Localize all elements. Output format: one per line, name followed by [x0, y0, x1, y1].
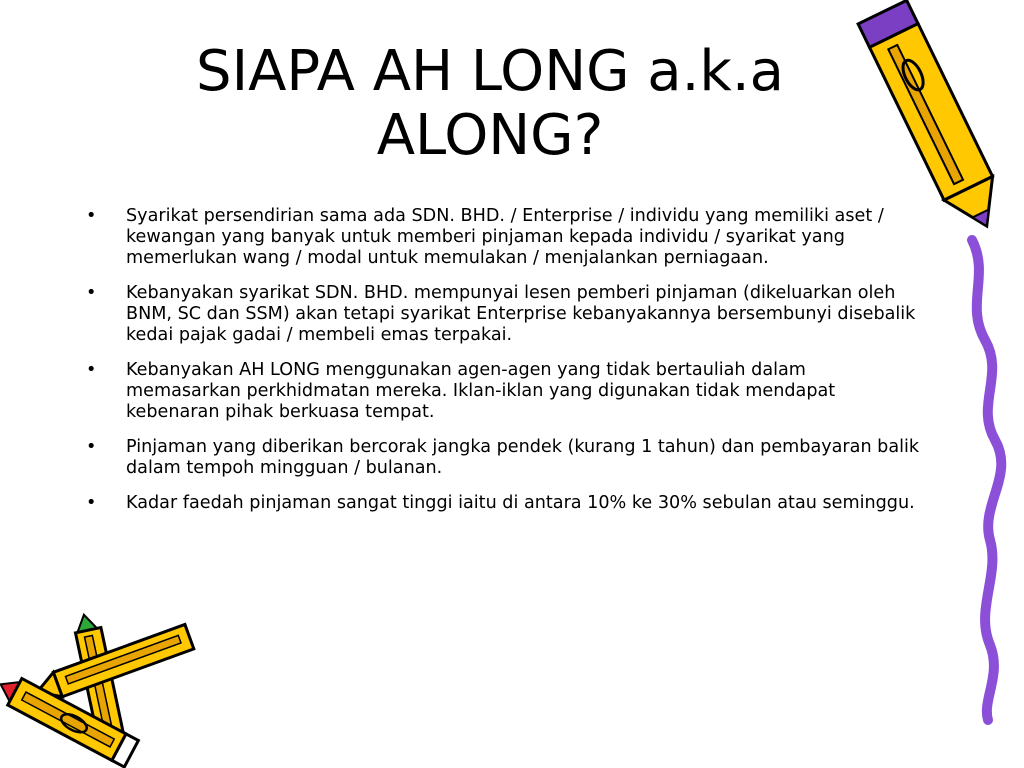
bullet-item: • Pinjaman yang diberikan bercorak jangka pendek (kurang 1 tahun) dan pembayaran balik dalam tempoh mingguan / bulanan.: [86, 437, 921, 479]
title-line-1: SIAPA AH LONG a.k.a: [196, 39, 784, 104]
bullet-item: • Syarikat persendirian sama ada SDN. BHD. / Enterprise / individu yang memiliki aset / kewangan yang banyak untuk memberi pinjaman kepada individu / syarikat yang memerlukan wang / modal untuk memulakan / menjalankan perniagaan.: [86, 206, 921, 269]
pencils-bottom-left-icon: [0, 620, 210, 768]
squiggle-line-icon: [960, 235, 1024, 725]
bullet-item: • Kebanyakan AH LONG menggunakan agen-agen yang tidak bertauliah dalam memasarkan perkhidmatan mereka. Iklan-iklan yang digunakan tidak mendapat kebenaran pihak berkuasa tempat.: [86, 360, 921, 423]
bullet-item: • Kadar faedah pinjaman sangat tinggi iaitu di antara 10% ke 30% sebulan atau seminggu.: [86, 493, 921, 514]
bullet-item: • Kebanyakan syarikat SDN. BHD. mempunyai lesen pemberi pinjaman (dikeluarkan oleh BNM, SC dan SSM) akan tetapi syarikat Enterprise kebanyakannya bersembunyi disebalik kedai pajak gadai / membeli emas terpakai.: [86, 283, 921, 346]
bullet-list: [86, 206, 921, 528]
slide-title: [60, 40, 920, 168]
title-line-2: ALONG?: [376, 103, 604, 168]
pencil-top-right-icon: [860, 0, 1010, 245]
